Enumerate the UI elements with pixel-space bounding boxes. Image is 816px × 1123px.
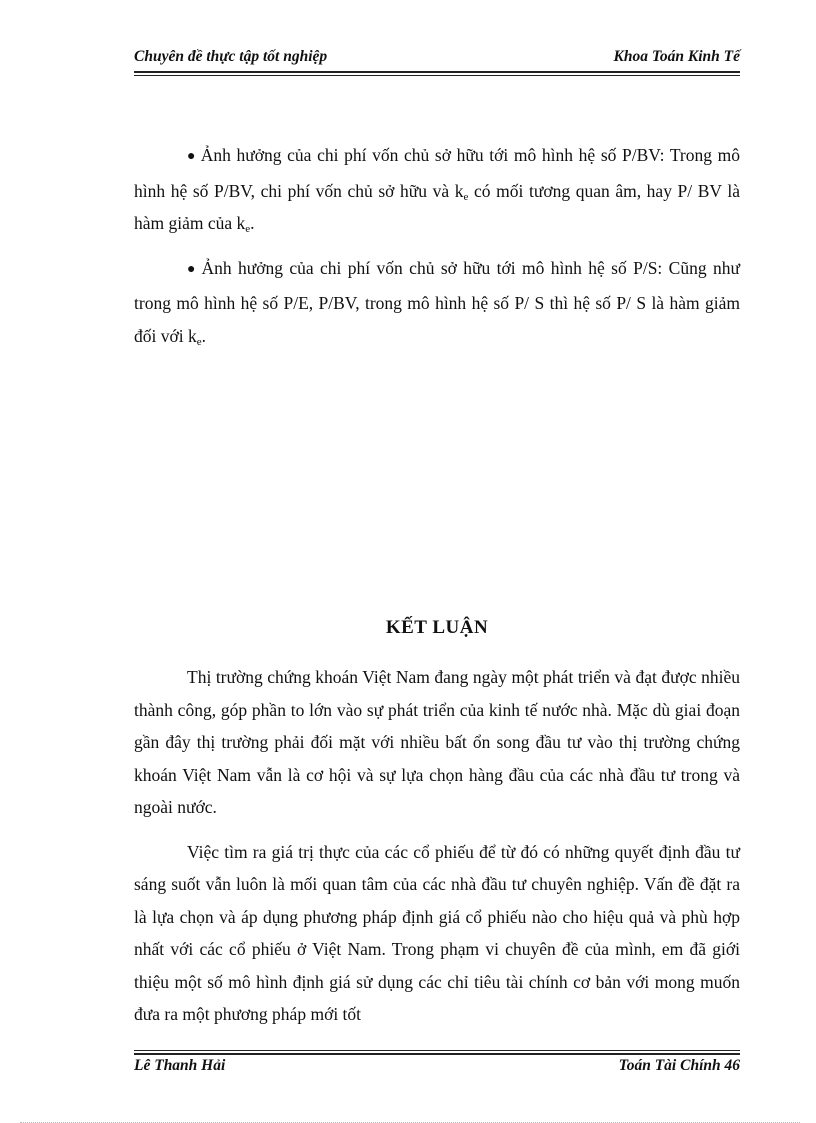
- footer-class-page: Toán Tài Chính 46: [618, 1057, 740, 1074]
- bullet-icon: ●: [187, 261, 198, 277]
- page-header: [134, 48, 740, 66]
- bullet-icon: ●: [187, 149, 197, 164]
- conclusion-title: KẾT LUẬN: [385, 617, 489, 638]
- header-rule: [134, 71, 740, 73]
- paragraph-pbv: ● Ảnh hưởng của chi phí vốn chủ sở hữu tới mô hình hệ số P/BV: Trong mô hình hệ số P/BV, chi phí vốn chủ sở hữu và $k_e$ có mối tương quan âm, hay P/ BV là hàm giảm của $k_e$.: [134, 145, 740, 235]
- section-cost-of-equity: [134, 139, 740, 352]
- footer-author: Lê Thanh Hải: [134, 1057, 226, 1074]
- header-left: Chuyên đề thực tập tốt nghiệp: [134, 48, 328, 65]
- conclusion-paragraph-2: Việc tìm ra giá trị thực của các cổ phiếu để từ đó có những quyết định đầu tư sáng suốt vẫn luôn là mối quan tâm của các nhà đầu tư chuyên nghiệp. Vấn đề đặt ra là lựa chọn và áp dụng phương pháp định giá cổ phiếu nào cho hiệu quả và phù hợp nhất với các cổ phiếu ở Việt Nam. Trong phạm vi chuyên đề của mình, em đã giới thiệu một số mô hình định giá sử dụng các chỉ tiêu tài chính cơ bản với mong muốn đưa ra một phương pháp mới tốt: [134, 841, 740, 1024]
- footer-rule-thin: [134, 1050, 740, 1051]
- paragraph-ps: ● Ảnh hưởng của chi phí vốn chủ sở hữu tới mô hình hệ số P/S: Cũng như trong mô hình hệ số P/E, P/BV, trong mô hình hệ số P/ S thì hệ số P/ S là hàm giảm đối với $k_e$.: [134, 257, 740, 348]
- conclusion-body: [134, 661, 740, 1031]
- header-rule-thin: [134, 75, 740, 76]
- conclusion-paragraph-1: Thị trường chứng khoán Việt Nam đang ngày một phát triển và đạt được nhiều thành công, góp phần to lớn vào sự phát triển của kinh tế nước nhà. Mặc dù giai đoạn gần đây thị trường phải đối mặt với nhiều bất ổn song đầu tư vào thị trường chứng khoán Việt Nam vẫn là cơ hội và sự lựa chọn hàng đầu của các nhà đầu tư trong và ngoài nước.: [134, 667, 740, 817]
- header-right: Khoa Toán Kinh Tế: [613, 48, 740, 65]
- footer-rule: [134, 1053, 740, 1055]
- page-footer: [134, 1057, 740, 1075]
